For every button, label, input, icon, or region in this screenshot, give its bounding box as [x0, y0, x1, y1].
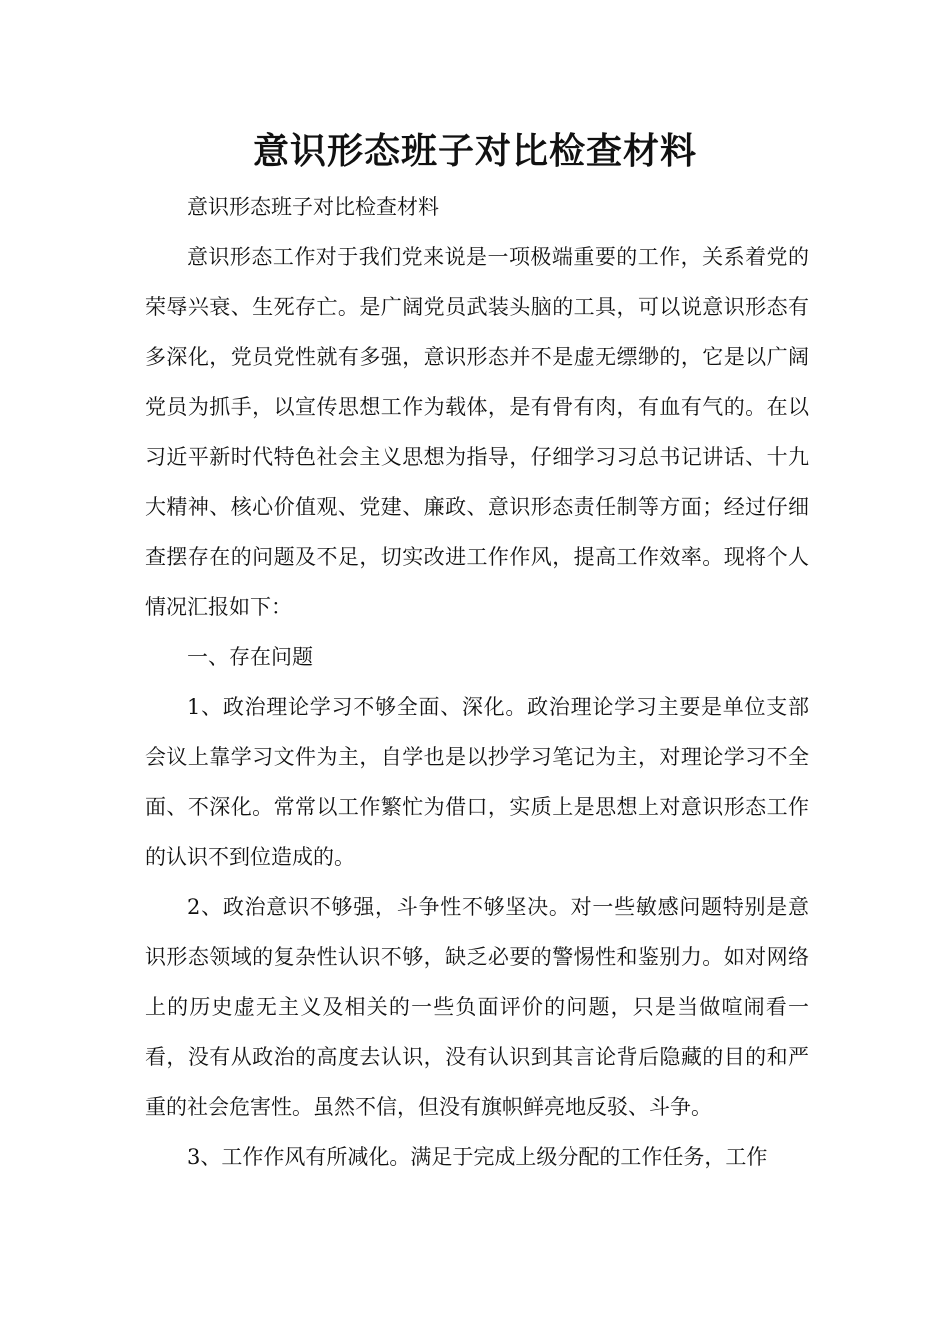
document-title: 意识形态班子对比检查材料 — [252, 131, 697, 172]
document-body — [145, 182, 809, 1182]
issue-paragraph-2: 2、政治意识不够强，斗争性不够坚决。对一些敏感问题特别是意识形态领域的复杂性认识不够，缺乏必要的警惕性和鉴别力。如对网络上的历史虚无主义及相关的一些负面评价的问题，只是当做喧闹看一看，没有从政治的高度去认识，没有认识到其言论背后隐藏的目的和严重的社会危害性。虽然不信，但没有旗帜鲜亮地反驳、斗争。 — [145, 895, 809, 1119]
issue-paragraph-3: 3、工作作风有所减化。满足于完成上级分配的工作任务，工作 — [187, 1145, 768, 1169]
issue-paragraph-1: 1、政治理论学习不够全面、深化。政治理论学习主要是单位支部会议上靠学习文件为主，自学也是以抄学习笔记为主，对理论学习不全面、不深化。常常以工作繁忙为借口，实质上是思想上对意识形态工作的认识不到位造成的。 — [145, 695, 809, 869]
subtitle-paragraph: 意识形态班子对比检查材料 — [187, 195, 439, 219]
section-heading: 一、存在问题 — [187, 645, 313, 669]
intro-paragraph: 意识形态工作对于我们党来说是一项极端重要的工作，关系着党的荣辱兴衰、生死存亡。是广阔党员武装头脑的工具，可以说意识形态有多深化，党员党性就有多强，意识形态并不是虚无缥缈的，它是以广阔党员为抓手，以宣传思想工作为载体，是有骨有肉，有血有气的。在以习近平新时代特色社会主义思想为指导，仔细学习习总书记讲话、十九大精神、核心价值观、党建、廉政、意识形态责任制等方面；经过仔细查摆存在的问题及不足，切实改进工作作风，提高工作效率。现将个人情况汇报如下： — [145, 245, 809, 619]
